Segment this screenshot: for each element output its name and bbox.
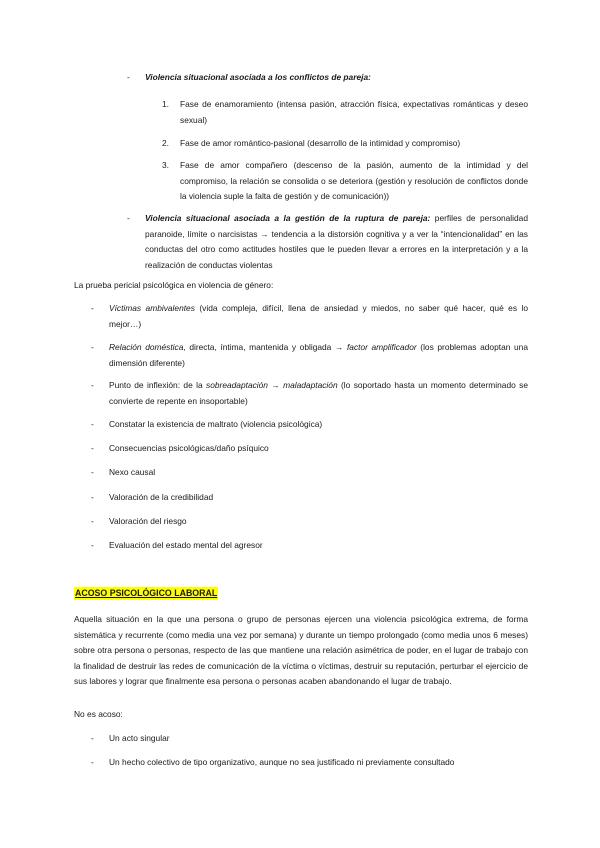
item-rest: , directa, íntima, mantenida y obligada → — [183, 342, 347, 352]
phase-number: 3. — [162, 160, 169, 170]
phase-number: 2. — [162, 138, 169, 148]
item-text — [109, 340, 528, 371]
no-acoso-item-2 — [91, 755, 528, 771]
item-rest-2: (lo soportado hasta un momento determinado se convierte de repente en insoportable) — [109, 380, 528, 406]
bullet-marker: - — [91, 492, 94, 502]
bullet-marker: - — [91, 443, 94, 453]
item-rest: (vida compleja, difícil, llena de ansiedad y miedos, no saber qué hacer, qué es lo mejor…) — [109, 303, 528, 329]
bullet-marker: - — [127, 213, 130, 223]
bullet-marker: - — [91, 467, 94, 477]
item-emphasis-2: factor amplificador — [346, 342, 417, 352]
item-text — [109, 301, 528, 332]
prueba-intro: La prueba pericial psicológica en violencia de género: — [74, 280, 274, 290]
bullet-marker: - — [91, 540, 94, 550]
acoso-definition: Aquella situación en la que una persona o grupo de personas ejercen una violencia psicológica extrema, de forma sistemática y recurrente (como media una vez por semana) y durante un tiempo prolongado (como media unos 6 meses) sobre otra persona o personas, respecto de las que mantiene una relación asimétrica de poder, en el lugar de trabajo con la finalidad de destruir las redes de comunicación de la víctima o víctimas, destruir su reputación, perturbar el ejercicio de sus labores y lograr que finalmente esa persona o personas acaben abandonando el lugar de trabajo. — [74, 614, 528, 686]
bullet-marker: - — [91, 757, 94, 767]
bullet-marker: - — [91, 516, 94, 526]
prueba-item-3 — [91, 378, 528, 409]
item-text: Un acto singular — [109, 733, 170, 743]
phase-item-3 — [162, 158, 528, 205]
bullet-title: Violencia situacional asociada a la gestión de la ruptura de pareja: — [145, 213, 431, 223]
item-text: Consecuencias psicológicas/daño psíquico — [109, 443, 269, 453]
item-emphasis: Relación doméstica — [109, 342, 184, 352]
prueba-item-7 — [91, 490, 528, 506]
bullet-marker: - — [127, 72, 130, 82]
phase-number: 1. — [162, 99, 169, 109]
bullet-marker: - — [91, 342, 94, 352]
prueba-item-5 — [91, 441, 528, 457]
prueba-item-8 — [91, 514, 528, 530]
item-lead: Punto de inflexión: de la — [109, 380, 207, 390]
phase-item-1 — [162, 97, 528, 128]
prueba-item-1 — [91, 301, 528, 332]
item-rest-2: (los problemas adoptan una dimensión diferente) — [109, 342, 528, 368]
phase-item-2 — [162, 136, 528, 152]
item-text: Valoración de la credibilidad — [109, 492, 214, 502]
bullet-marker: - — [91, 733, 94, 743]
item-text: Valoración del riesgo — [109, 516, 187, 526]
item-emphasis: sobreadaptación — [206, 380, 268, 390]
no-es-acoso-label: No es acoso: — [74, 709, 123, 719]
item-text — [109, 378, 528, 409]
bullet-marker: - — [91, 419, 94, 429]
phase-text: Fase de amor compañero (descenso de la pasión, aumento de la intimidad y del compromiso, la relación se consolida o se deteriora (gestión y resolución de conflictos donde la violencia suple la falta de gestión y de comunicación)) — [180, 160, 528, 201]
item-text: Constatar la existencia de maltrato (violencia psicológica) — [109, 419, 323, 429]
item-rest: → — [267, 380, 284, 390]
phase-text: Fase de amor romántico-pasional (desarrollo de la intimidad y compromiso) — [180, 138, 461, 148]
prueba-item-6 — [91, 465, 528, 481]
bullet-marker: - — [91, 303, 94, 313]
item-emphasis-2: maladaptación — [283, 380, 338, 390]
bullet-conflictos — [127, 70, 527, 86]
item-emphasis: Víctimas ambivalentes — [109, 303, 195, 313]
prueba-item-4 — [91, 417, 528, 433]
section-heading: ACOSO PSICOLÓGICO LABORAL — [75, 588, 218, 598]
bullet-ruptura — [127, 211, 528, 273]
item-text: Evaluación del estado mental del agresor — [109, 540, 263, 550]
item-text: Nexo causal — [109, 467, 156, 477]
no-acoso-item-1 — [91, 731, 528, 747]
bullet-body — [145, 211, 528, 273]
bullet-marker: - — [91, 380, 94, 390]
bullet-text: perfiles de personalidad paranoide, límite o narcisistas → tendencia a la distorsión cognitiva y a ver la “intencionalidad” en las conductas del otro como actitudes hostiles que le pueden llevar a errores en la interpretación y a la realización de conductas violentas — [145, 213, 528, 270]
prueba-item-9 — [91, 538, 528, 554]
item-text: Un hecho colectivo de tipo organizativo, aunque no sea justificado ni previamente consultado — [109, 757, 455, 767]
phase-text: Fase de enamoramiento (intensa pasión, atracción física, expectativas románticas y deseo sexual) — [180, 99, 528, 125]
prueba-item-2 — [91, 340, 528, 371]
bullet-title: Violencia situacional asociada a los conflictos de pareja: — [145, 72, 371, 82]
